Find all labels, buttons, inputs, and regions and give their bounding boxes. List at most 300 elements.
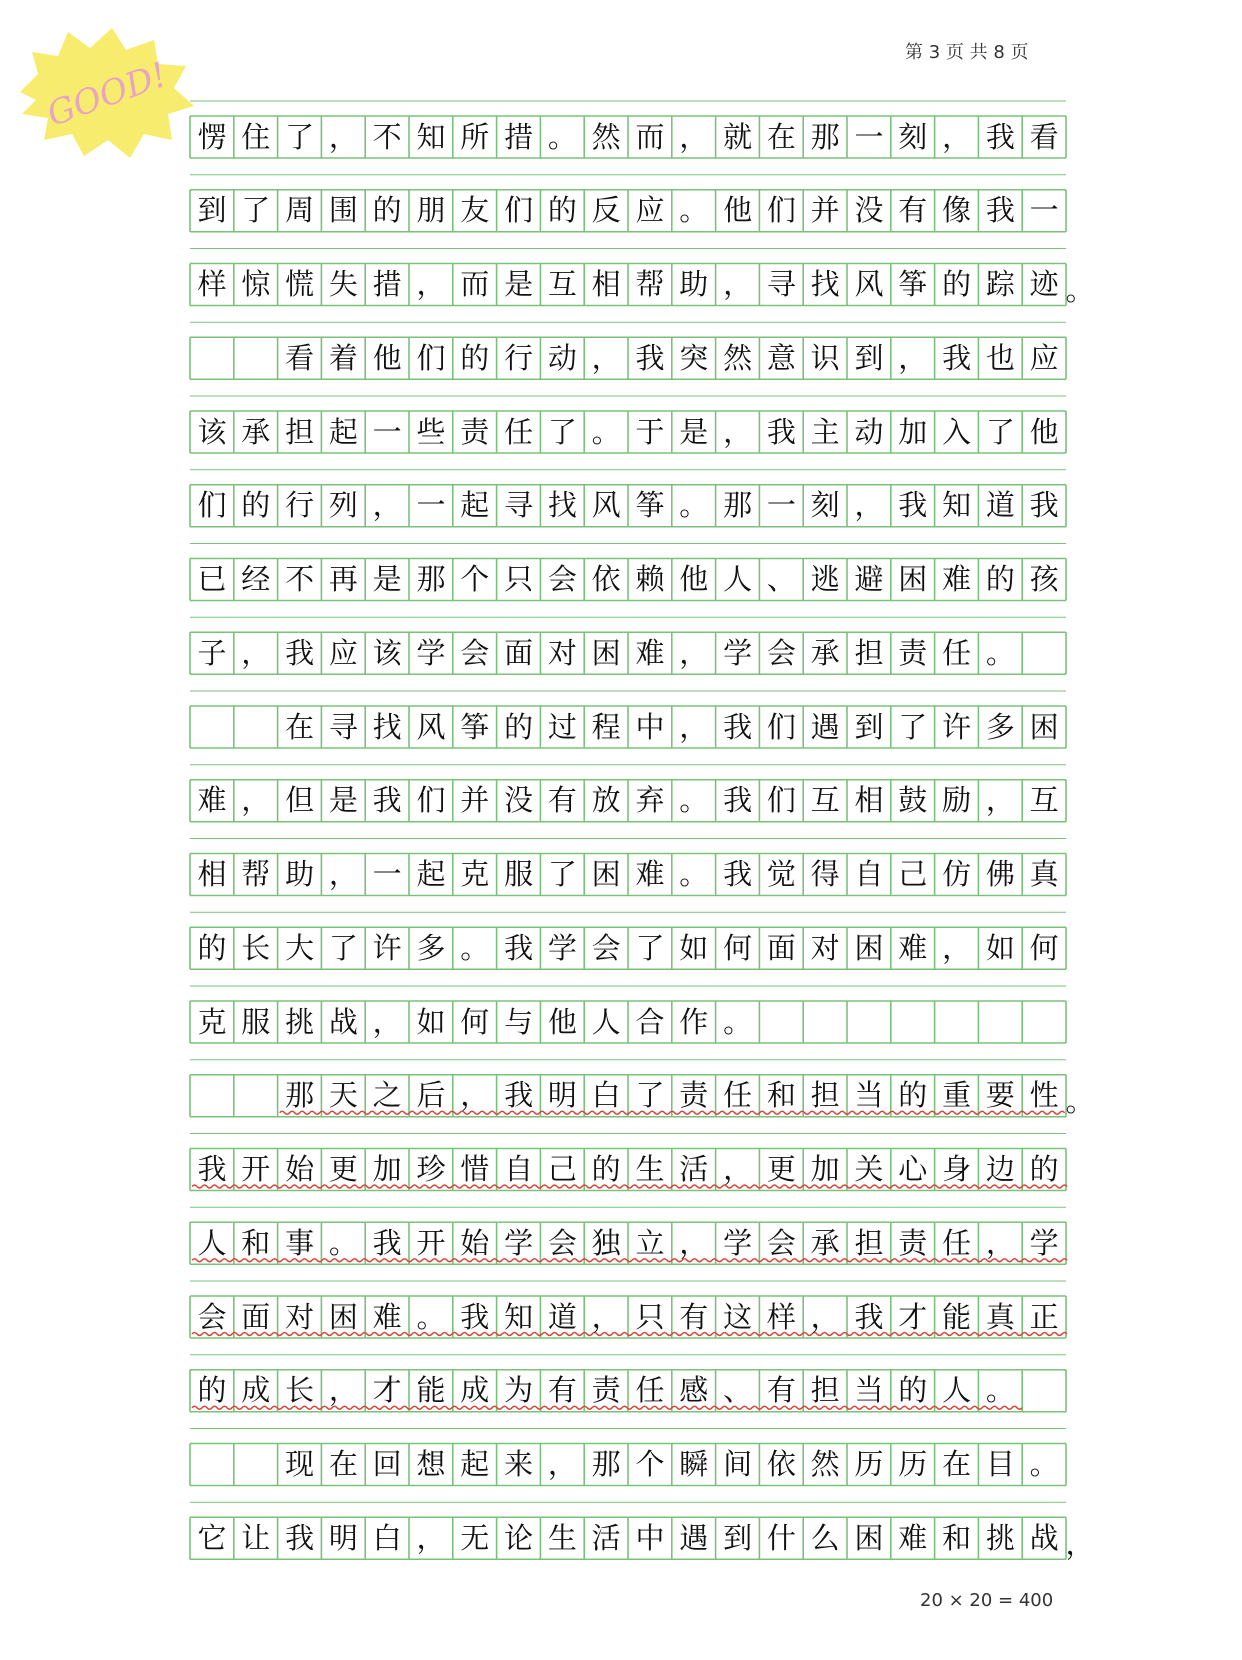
grid-cell: 们 <box>766 193 796 228</box>
grid-cell: 知 <box>942 488 972 523</box>
grid-cell: 个 <box>635 1447 665 1481</box>
grid-cell: ， <box>591 1299 621 1334</box>
grid-cell: 样 <box>766 1299 796 1334</box>
grid-cell: 该 <box>197 414 227 449</box>
grid-cell: 然 <box>723 340 753 375</box>
grid-cell <box>192 1444 232 1486</box>
grid-cell: 会 <box>547 562 577 596</box>
grid-cell: 人 <box>723 562 753 596</box>
grid-cell: 起 <box>460 488 490 523</box>
grid-cell: 在 <box>328 1447 358 1481</box>
grid-cell: 应 <box>1029 340 1059 375</box>
grid-cell: 回 <box>372 1447 402 1481</box>
grid-cell: 是 <box>679 414 709 449</box>
grid-cell: 们 <box>766 709 796 744</box>
grid-cell: 当 <box>854 1078 884 1113</box>
grid-cell: 为 <box>504 1373 534 1408</box>
grid-cell: 放 <box>591 783 621 818</box>
grid-cell: 起 <box>416 857 446 891</box>
sticker-text: GOOD! <box>41 54 173 135</box>
grid-cell: 过 <box>547 709 577 744</box>
grid-cell: 任 <box>942 635 972 670</box>
grid-cell: 意 <box>766 340 796 375</box>
grid-cell: 了 <box>547 857 577 891</box>
grid-cell: 一 <box>416 488 446 523</box>
grid-cell: 而 <box>635 119 665 154</box>
grid-cell: ， <box>328 119 358 154</box>
grid-cell: 会 <box>460 635 490 670</box>
grid-cell: 有 <box>679 1299 709 1334</box>
grid-cell: 对 <box>547 635 577 670</box>
grid-cell: 个 <box>460 562 490 596</box>
word-count: 20 × 20 = 400 <box>920 1590 1054 1611</box>
grid-cell: 的 <box>547 193 577 228</box>
grid-cell: 的 <box>197 1373 227 1408</box>
grid-cell: 大 <box>285 930 315 965</box>
grid-cell: 论 <box>504 1520 534 1555</box>
grid-cell: 生 <box>635 1152 665 1186</box>
grid-cell: 友 <box>460 193 490 228</box>
grid-cell: 只 <box>504 562 534 596</box>
grid-cell: 知 <box>416 119 446 154</box>
grid-cell: 入 <box>942 414 972 449</box>
grid-cell: 、 <box>723 1373 753 1408</box>
grid-cell: 。 <box>328 1225 358 1260</box>
grid-cell: 然 <box>810 1447 840 1481</box>
grid-cell: 鼓 <box>898 783 928 818</box>
grid-cell: 逃 <box>810 562 840 596</box>
grid-cell: 道 <box>547 1299 577 1334</box>
grid-cell: 措 <box>504 119 534 154</box>
grid-cell: 加 <box>898 414 928 449</box>
grid-cell: 任 <box>635 1373 665 1408</box>
grid-cell: 让 <box>241 1520 271 1555</box>
grid-cell: 他 <box>547 1004 577 1039</box>
grid-cell: 那 <box>810 119 840 154</box>
grid-cell: ， <box>723 1152 753 1186</box>
grid-cell: 会 <box>766 1225 796 1260</box>
grid-cell: 加 <box>372 1152 402 1186</box>
grid-cell: 们 <box>197 488 227 523</box>
grid-cell: ， <box>372 1004 402 1039</box>
grid-cell: 仿 <box>942 857 972 891</box>
grid-cell: 它 <box>197 1520 227 1555</box>
grid-cell: 样 <box>197 267 227 301</box>
grid-cell: 但 <box>285 783 315 818</box>
grid-cell: 现 <box>285 1447 315 1481</box>
grid-cell: 在 <box>285 709 315 744</box>
grid-cell: 责 <box>898 1225 928 1260</box>
grid-cell: 了 <box>985 414 1015 449</box>
grid-cell: 真 <box>985 1299 1015 1334</box>
grid-cell: 那 <box>591 1447 621 1481</box>
grid-cell <box>236 1444 276 1486</box>
grid-cell: 瞬 <box>679 1447 709 1481</box>
grid-cell: 动 <box>547 340 577 375</box>
grid-cell: 突 <box>679 340 709 375</box>
grid-cell: 了 <box>328 930 358 965</box>
overflow-punctuation: ， <box>1065 1526 1095 1561</box>
grid-cell: 之 <box>372 1078 402 1113</box>
grid-cell: 对 <box>285 1299 315 1334</box>
grid-cell: 的 <box>591 1152 621 1186</box>
grid-cell: 在 <box>942 1447 972 1481</box>
grid-cell: 天 <box>328 1078 358 1113</box>
grid-cell: 长 <box>285 1373 315 1408</box>
grid-cell: 。 <box>416 1299 446 1334</box>
grid-cell: 找 <box>372 709 402 744</box>
grid-cell: ， <box>372 488 402 523</box>
grid-cell: 任 <box>504 414 534 449</box>
grid-cell: 相 <box>854 783 884 818</box>
grid-cell: 的 <box>898 1373 928 1408</box>
grid-cell: 责 <box>591 1373 621 1408</box>
grid-cell: 找 <box>810 267 840 301</box>
grid-cell: ， <box>241 635 271 670</box>
grid-cell: 有 <box>898 193 928 228</box>
grid-cell: 成 <box>460 1373 490 1408</box>
grid-cell: 筝 <box>460 709 490 744</box>
grid-cell: 慌 <box>285 267 315 301</box>
grid-cell: 动 <box>854 414 884 449</box>
grid-cell: 如 <box>416 1004 446 1039</box>
grid-cell: 学 <box>1029 1225 1059 1260</box>
grid-cell: 开 <box>416 1225 446 1260</box>
grid-cell: 寻 <box>328 709 358 744</box>
grid-cell: 遇 <box>679 1520 709 1555</box>
grid-cell: 程 <box>591 709 621 744</box>
grid-cell: 些 <box>416 414 446 449</box>
grid-cell: 己 <box>898 857 928 891</box>
grid-cell: 我 <box>854 1299 884 1334</box>
grid-cell: 孩 <box>1029 562 1059 596</box>
grid-cell: 学 <box>547 930 577 965</box>
grid-cell: 。 <box>591 414 621 449</box>
grid-cell: 更 <box>766 1152 796 1186</box>
grid-cell: 面 <box>504 635 534 670</box>
grid-cell: 担 <box>854 635 884 670</box>
grid-cell: 学 <box>723 635 753 670</box>
grid-cell: 面 <box>766 930 796 965</box>
grid-cell: ， <box>679 119 709 154</box>
grid-cell: 的 <box>1029 1152 1059 1186</box>
grid-cell: 有 <box>766 1373 796 1408</box>
grid-cell: 。 <box>679 783 709 818</box>
grid-cell: 活 <box>679 1152 709 1186</box>
grid-cell: 会 <box>766 635 796 670</box>
grid-cell: 担 <box>854 1225 884 1260</box>
grid-cell: ， <box>328 857 358 891</box>
grid-cell: 那 <box>285 1078 315 1113</box>
grid-cell: 是 <box>372 562 402 596</box>
grid-cell: 性 <box>1029 1078 1059 1113</box>
grid-cell: 难 <box>197 783 227 818</box>
grid-cell: 克 <box>460 857 490 891</box>
grid-cell: ， <box>679 635 709 670</box>
grid-cell: 己 <box>547 1152 577 1186</box>
grid-cell <box>1024 1001 1064 1043</box>
grid-cell: 才 <box>372 1373 402 1408</box>
grid-cell: 难 <box>898 1520 928 1555</box>
grid-cell: 困 <box>1029 709 1059 744</box>
grid-cell: 起 <box>328 414 358 449</box>
grid-cell: 。 <box>679 193 709 228</box>
grid-cell: 我 <box>635 340 665 375</box>
grid-cell: 围 <box>328 193 358 228</box>
grid-cell: 有 <box>547 783 577 818</box>
grid-cell: ， <box>985 783 1015 818</box>
grid-cell: 合 <box>635 1004 665 1039</box>
grid-cell: 我 <box>898 488 928 523</box>
grid-cell: 多 <box>985 709 1015 744</box>
grid-cell: 也 <box>985 340 1015 375</box>
grid-cell: 主 <box>810 414 840 449</box>
grid-cell: 就 <box>723 119 753 154</box>
grid-cell: 他 <box>372 340 402 375</box>
grid-cell: 困 <box>854 930 884 965</box>
grid-cell: 的 <box>460 340 490 375</box>
grid-cell: 弃 <box>635 783 665 818</box>
grid-cell: 而 <box>460 267 490 301</box>
grid-cell: 间 <box>723 1447 753 1481</box>
grid-cell: 相 <box>197 857 227 891</box>
grid-cell: 来 <box>504 1447 534 1481</box>
grid-cell: 反 <box>591 193 621 228</box>
grid-cell: 我 <box>723 857 753 891</box>
grid-cell: 服 <box>241 1004 271 1039</box>
grid-cell: 一 <box>854 119 884 154</box>
grid-cell: 寻 <box>504 488 534 523</box>
grid-cell: 觉 <box>766 857 796 891</box>
grid-cell: 。 <box>679 857 709 891</box>
grid-cell: ， <box>679 709 709 744</box>
grid-cell: 着 <box>328 340 358 375</box>
grid-cell: 能 <box>942 1299 972 1334</box>
grid-cell: 、 <box>766 562 796 596</box>
grid-cell: ， <box>723 414 753 449</box>
grid-cell: 他 <box>723 193 753 228</box>
grid-cell: 困 <box>328 1299 358 1334</box>
overflow-punctuation: 。 <box>1065 273 1095 307</box>
grid-cell: 。 <box>985 1373 1015 1408</box>
grid-cell: 成 <box>241 1373 271 1408</box>
grid-cell: 学 <box>504 1225 534 1260</box>
grid-cell: 一 <box>1029 193 1059 228</box>
grid-cell: 困 <box>898 562 928 596</box>
grid-cell: 像 <box>942 193 972 228</box>
grid-cell: 们 <box>504 193 534 228</box>
grid-cell: 依 <box>591 562 621 596</box>
grid-cell: 他 <box>1029 414 1059 449</box>
grid-cell: 佛 <box>985 857 1015 891</box>
grid-cell: 那 <box>416 562 446 596</box>
grid-cell <box>1024 1370 1064 1412</box>
grid-cell: 我 <box>723 783 753 818</box>
grid-cell: ， <box>547 1447 577 1481</box>
grid-cell: 帮 <box>635 267 665 301</box>
grid-cell: 我 <box>985 193 1015 228</box>
grid-cell: ， <box>241 783 271 818</box>
grid-cell: 如 <box>679 930 709 965</box>
grid-cell: 担 <box>810 1078 840 1113</box>
grid-cell: 一 <box>372 857 402 891</box>
grid-cell: 中 <box>635 709 665 744</box>
grid-cell: 我 <box>504 1078 534 1113</box>
grid-cell: 独 <box>591 1225 621 1260</box>
grid-cell: 开 <box>241 1152 271 1186</box>
grid-cell: 看 <box>1029 119 1059 154</box>
grid-cell: 何 <box>723 930 753 965</box>
grid-cell: 找 <box>547 488 577 523</box>
grid-cell: 多 <box>416 930 446 965</box>
grid-cell: 周 <box>285 193 315 228</box>
grid-cell: 刻 <box>810 488 840 523</box>
grid-cell: 难 <box>635 857 665 891</box>
grid-cell: 应 <box>328 635 358 670</box>
grid-cell: 无 <box>460 1520 490 1555</box>
grid-cell: 珍 <box>416 1152 446 1186</box>
grid-cell: 历 <box>898 1447 928 1481</box>
grid-cell: 没 <box>854 193 884 228</box>
grid-cell <box>805 1001 845 1043</box>
grid-cell <box>761 1001 801 1043</box>
grid-cell: 帮 <box>241 857 271 891</box>
grid-cell: 后 <box>416 1078 446 1113</box>
grid-cell: 子 <box>197 635 227 670</box>
grid-cell: 我 <box>723 709 753 744</box>
grid-cell: 始 <box>460 1225 490 1260</box>
grid-cell: 所 <box>460 119 490 154</box>
grid-cell: 一 <box>372 414 402 449</box>
grid-cell: 自 <box>854 857 884 891</box>
grid-cell: 困 <box>591 635 621 670</box>
grid-cell: 遇 <box>810 709 840 744</box>
grid-cell: 一 <box>766 488 796 523</box>
grid-cell: 助 <box>679 267 709 301</box>
grid-cell: 难 <box>372 1299 402 1334</box>
grid-cell: 踪 <box>985 267 1015 301</box>
grid-cell: ， <box>416 1520 446 1555</box>
grid-cell: 我 <box>504 930 534 965</box>
grid-cell: 任 <box>942 1225 972 1260</box>
grid-cell: 失 <box>328 267 358 301</box>
grid-cell <box>980 1001 1020 1043</box>
grid-cell: 责 <box>460 414 490 449</box>
grid-cell: 的 <box>372 193 402 228</box>
grid-cell: 的 <box>241 488 271 523</box>
grid-cell: 困 <box>591 857 621 891</box>
grid-cell: 困 <box>854 1520 884 1555</box>
grid-cell: 了 <box>547 414 577 449</box>
grid-cell: 励 <box>942 783 972 818</box>
grid-cell: 立 <box>635 1225 665 1260</box>
grid-cell: 和 <box>766 1078 796 1113</box>
grid-cell: 正 <box>1029 1299 1059 1334</box>
grid-cell: 赖 <box>635 562 665 596</box>
grid-cell: 刻 <box>898 119 928 154</box>
grid-cell: 在 <box>766 119 796 154</box>
grid-cell: 会 <box>547 1225 577 1260</box>
grid-cell: 我 <box>197 1152 227 1186</box>
grid-cell: 只 <box>635 1299 665 1334</box>
grid-cell: 面 <box>241 1299 271 1334</box>
grid-cell: 那 <box>723 488 753 523</box>
grid-cell: 筝 <box>898 267 928 301</box>
grid-cell: 应 <box>635 193 665 228</box>
grid-cell: 自 <box>504 1152 534 1186</box>
grid-cell: 难 <box>942 562 972 596</box>
grid-cell: 会 <box>197 1299 227 1334</box>
grid-cell: 迹 <box>1029 267 1059 301</box>
grid-cell: 生 <box>547 1520 577 1555</box>
grid-cell: 行 <box>285 488 315 523</box>
grid-cell: 依 <box>766 1447 796 1481</box>
grid-cell: ， <box>985 1225 1015 1260</box>
grid-cell: 当 <box>854 1373 884 1408</box>
grid-cell: 住 <box>241 119 271 154</box>
grid-cell: ， <box>416 267 446 301</box>
grid-cell: 筝 <box>635 488 665 523</box>
grid-cell: 了 <box>898 709 928 744</box>
grid-cell: 挑 <box>285 1004 315 1039</box>
grid-cell: 是 <box>504 267 534 301</box>
grid-cell: 活 <box>591 1520 621 1555</box>
grid-cell: 我 <box>1029 488 1059 523</box>
grid-cell: 事 <box>285 1225 315 1260</box>
grid-cell: 么 <box>810 1520 840 1555</box>
grid-cell: 的 <box>197 930 227 965</box>
grid-cell: 心 <box>898 1152 928 1186</box>
grid-cell: ， <box>810 1299 840 1334</box>
grid-cell: 和 <box>241 1225 271 1260</box>
grid-cell: 风 <box>854 267 884 301</box>
grid-cell: 克 <box>197 1004 227 1039</box>
grid-cell: 人 <box>942 1373 972 1408</box>
grid-cell: 愣 <box>197 119 227 154</box>
grid-cell: ， <box>898 340 928 375</box>
grid-cell: 他 <box>679 562 709 596</box>
grid-cell: 并 <box>810 193 840 228</box>
grid-cell: 的 <box>985 562 1015 596</box>
grid-cell <box>236 706 276 748</box>
grid-cell: 目 <box>985 1447 1015 1481</box>
grid-cell: 我 <box>372 1225 402 1260</box>
grid-cell: 到 <box>723 1520 753 1555</box>
grid-cell: 惊 <box>241 267 271 301</box>
grid-cell: ， <box>854 488 884 523</box>
grid-cell: 没 <box>504 783 534 818</box>
grid-cell <box>192 706 232 748</box>
grid-cell: ， <box>723 267 753 301</box>
grid-cell: 了 <box>635 1078 665 1113</box>
grid-cell: 已 <box>197 562 227 596</box>
grid-cell: 风 <box>416 709 446 744</box>
grid-cell: 的 <box>504 709 534 744</box>
grid-cell: 道 <box>985 488 1015 523</box>
grid-cell: 们 <box>416 340 446 375</box>
grid-cell: 知 <box>504 1299 534 1334</box>
grid-cell: 更 <box>328 1152 358 1186</box>
grid-cell: 责 <box>679 1078 709 1113</box>
page-number: 第 3 页 共 8 页 <box>905 42 1029 63</box>
grid-cell: 人 <box>197 1225 227 1260</box>
grid-cell: ， <box>460 1078 490 1113</box>
grid-cell: 会 <box>591 930 621 965</box>
grid-cell <box>849 1001 889 1043</box>
grid-cell: 任 <box>723 1078 753 1113</box>
grid-cell: 担 <box>285 414 315 449</box>
grid-cell: 难 <box>898 930 928 965</box>
